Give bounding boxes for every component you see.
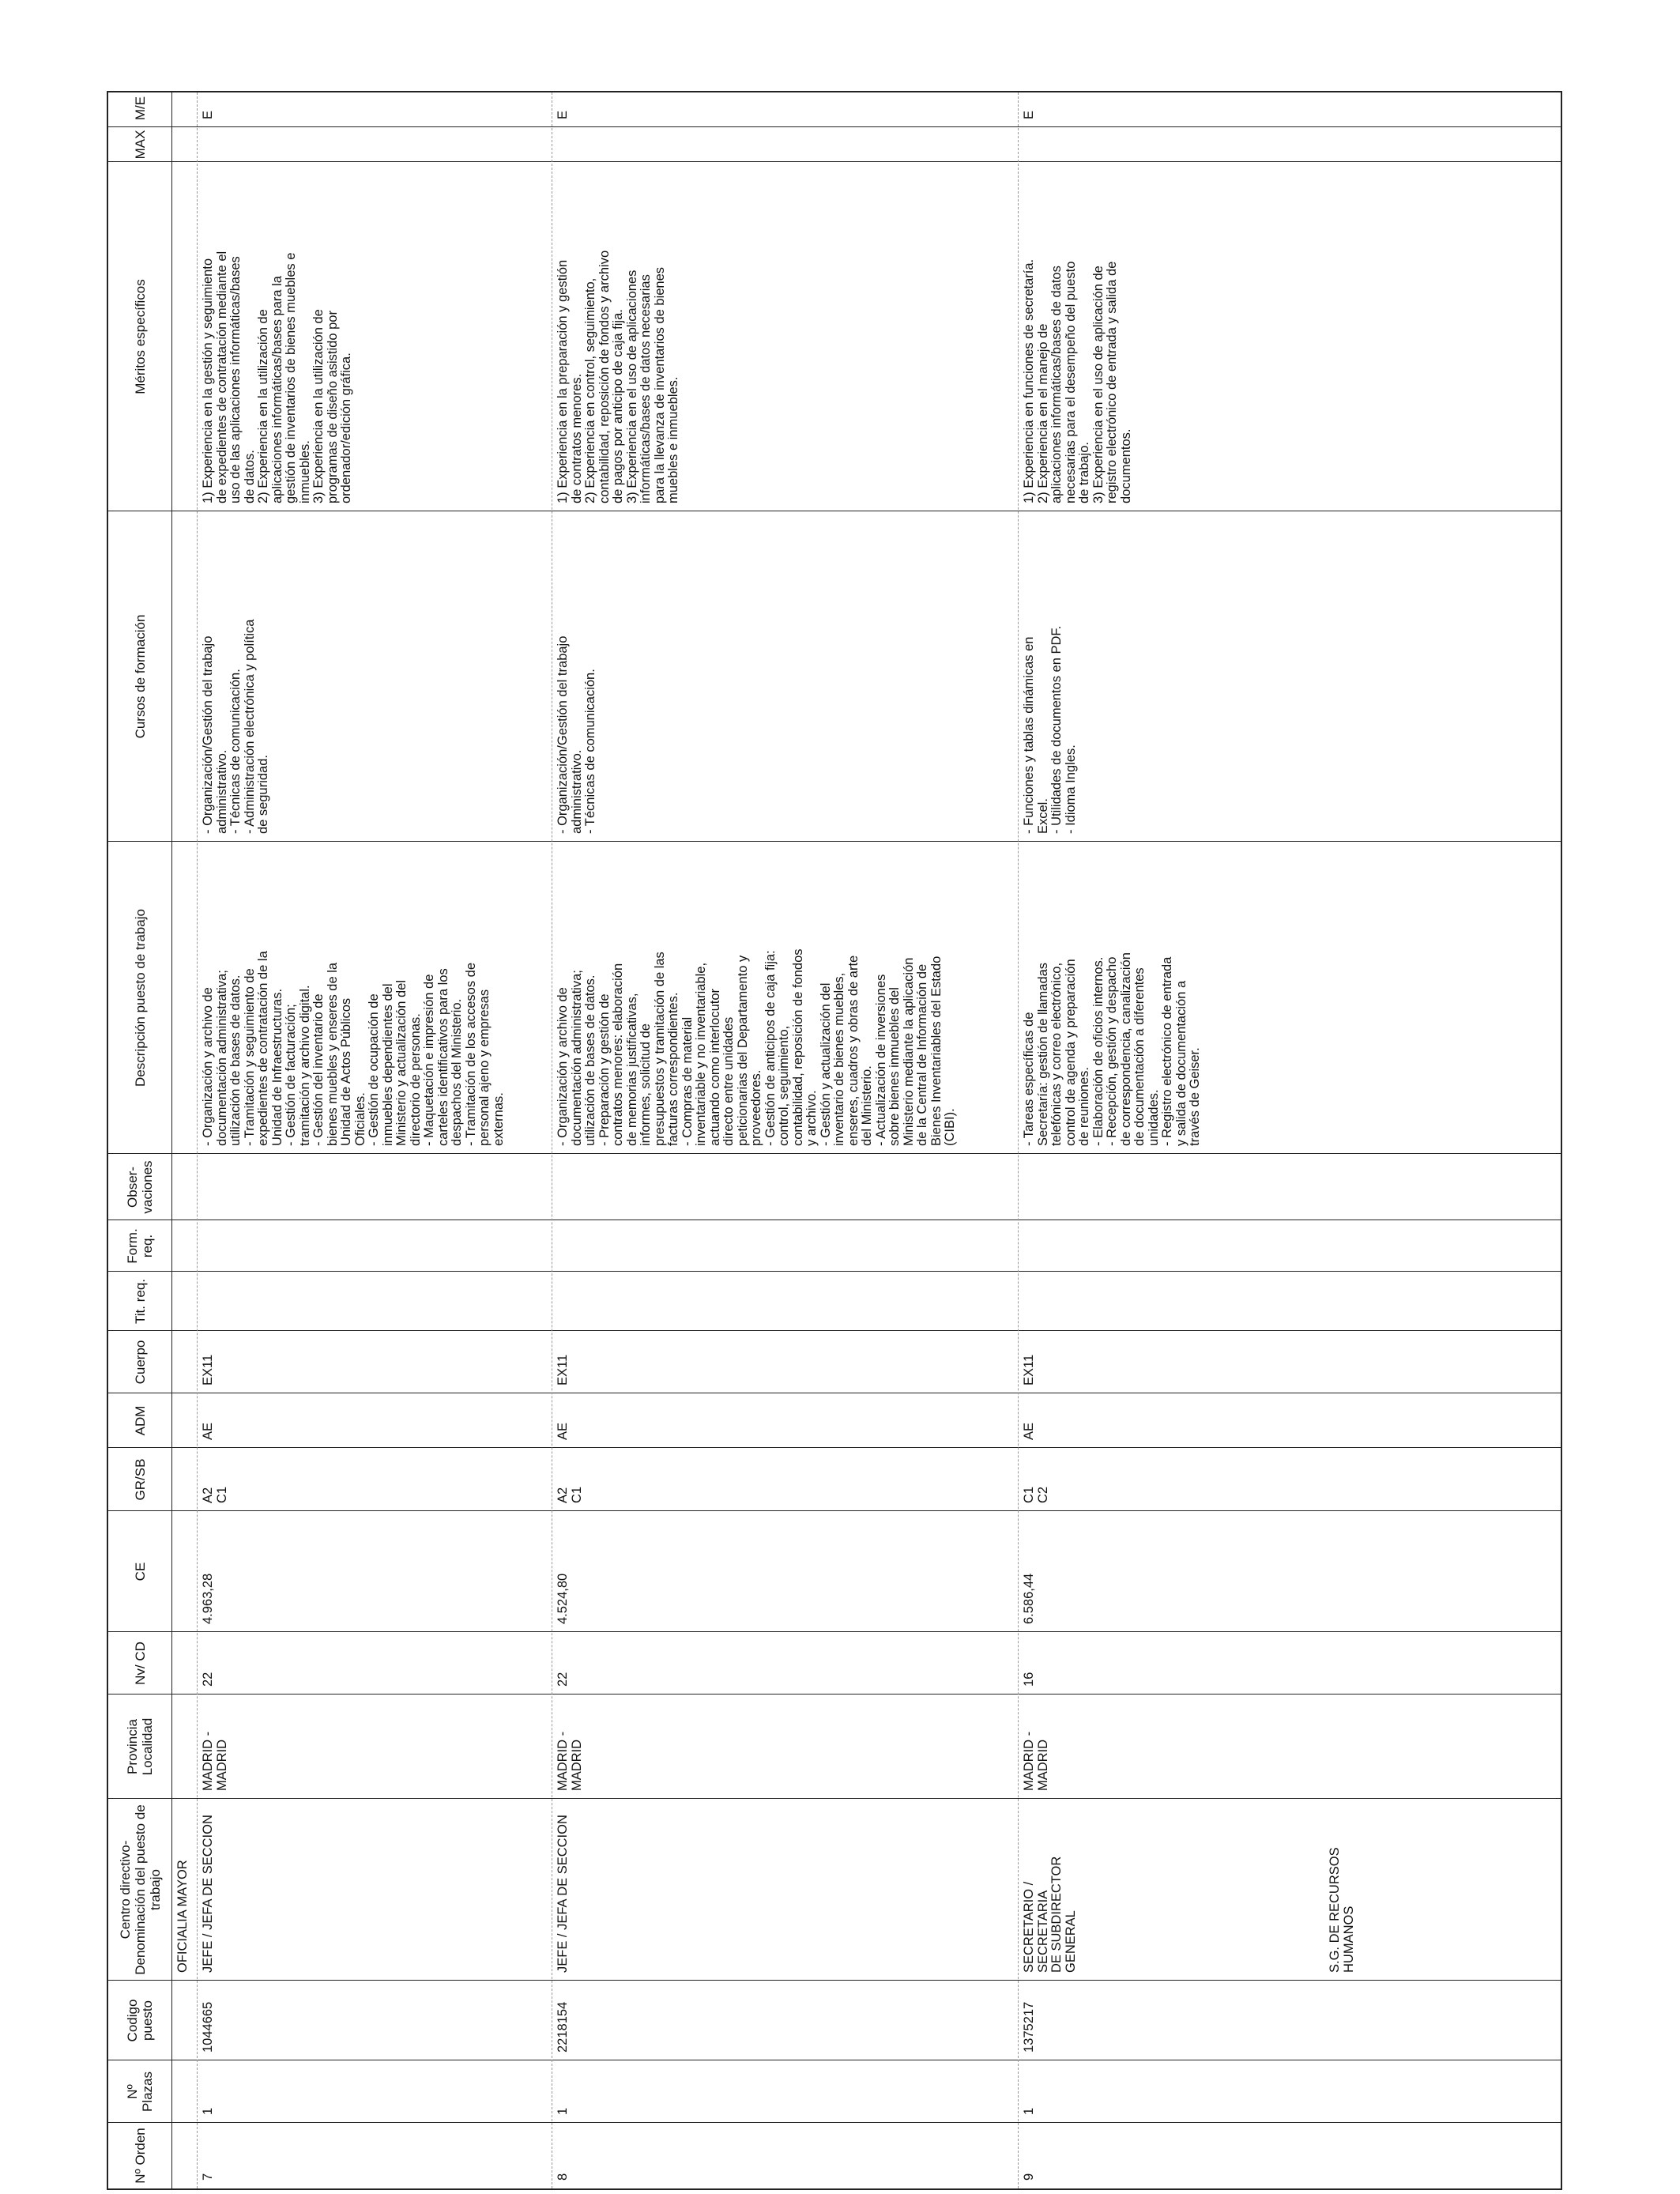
adm-cell: AE xyxy=(556,1422,570,1440)
nivel-cell: 22 xyxy=(556,1672,570,1687)
grsb-cell: A2 C1 xyxy=(556,1486,584,1503)
codigo-cell: 1375217 xyxy=(1022,2001,1036,2053)
group-header-2: S.G. DE RECURSOS HUMANOS xyxy=(1328,1847,1356,1973)
cuerpo-cell: EX11 xyxy=(556,1354,570,1385)
header-max: MAX xyxy=(132,130,148,160)
grsb-cell: A2 C1 xyxy=(201,1486,229,1503)
orden-cell: 7 xyxy=(201,2173,215,2181)
grsb-cell: C1 C2 xyxy=(1022,1486,1050,1503)
header-ce: CE xyxy=(132,1562,148,1581)
ce-cell: 4.963,28 xyxy=(201,1573,215,1624)
nivel-cell: 22 xyxy=(201,1672,215,1687)
header-cursos: Cursos de formación xyxy=(132,614,148,739)
header-plazas: Nº Plazas xyxy=(125,2071,155,2113)
header-adm: ADM xyxy=(132,1405,148,1436)
centro-cell: JEFE / JEFA DE SECCION xyxy=(201,1815,215,1973)
group-header: OFICIALIA MAYOR xyxy=(175,1860,190,1973)
header-descripcion: Descripción puesto de trabajo xyxy=(132,909,148,1087)
adm-cell: AE xyxy=(1022,1422,1036,1440)
centro-cell: SECRETARIO / SECRETARIA DE SUBDIRECTOR GENERAL xyxy=(1022,1856,1078,1973)
header-grsb: GR/SB xyxy=(132,1458,148,1501)
orden-cell: 9 xyxy=(1022,2173,1036,2181)
cuerpo-cell: EX11 xyxy=(1022,1354,1036,1385)
adm-cell: AE xyxy=(201,1422,215,1440)
header-cuerpo: Cuerpo xyxy=(132,1340,148,1385)
cursos-cell: - Funciones y tablas dinámicas en Excel. - Utilidades de documentos en PDF. - Idioma Ingles. xyxy=(1022,625,1078,834)
header-form: Form. req. xyxy=(125,1228,155,1264)
cuerpo-cell: EX11 xyxy=(201,1354,215,1385)
centro-cell: JEFE / JEFA DE SECCION xyxy=(556,1815,570,1973)
header-codigo: Codigo puesto xyxy=(125,1999,155,2042)
rotated-page xyxy=(107,91,1562,2190)
positions-table xyxy=(107,91,1562,2190)
header-obs: Obser- vaciones xyxy=(125,1160,155,1214)
header-meritos: Méritos específicos xyxy=(132,279,148,394)
header-provincia: Provincia Localidad xyxy=(125,1717,155,1776)
nivel-cell: 16 xyxy=(1022,1672,1036,1687)
me-cell: E xyxy=(201,110,215,119)
meritos-cell: 1) Experiencia en la gestión y seguimiento de expedientes de contratación mediante el uso de las aplicaciones informáticas/bases de datos. 2) Experiencia en la utilización de aplicaciones informáticas/bases para la gestión de inventarios de bienes muebles e inmuebles. 3) Experiencia en la utilización de programas de diseño asistido por ordenador/edición gráfica. xyxy=(201,251,353,503)
descripcion-cell: - Organización y archivo de documentación administrativa; utilización de bases de datos. - Tramitación y seguimiento de expedientes de contratación de la Unidad de Infraestructuras. - Gestión de facturación; tramitación y archivo digital. - Gestión del inventario de bienes muebles y enseres de la Unidad de Actos Públicos Oficiales. - Gestión de ocupación de inmuebles dependientes del Ministerio y actualización del directorio de personas. - Maquetación e impresión de carteles identificativos para los despachos del Ministerio. - Tramitación de los accesos de personal ajeno y empresas externas. xyxy=(201,951,506,1146)
meritos-cell: 1) Experiencia en la preparación y gestión de contratos menores. 2) Experiencia en control, seguimiento, contabilidad, reposición de fondos y archivo de pagos por anticipo de caja fija. 3) Experiencia en el uso de aplicaciones informáticas/bases de datos necesarias para la llevanza de inventarios de bienes muebles e inmuebles. xyxy=(556,250,680,503)
codigo-cell: 1044665 xyxy=(201,2001,215,2053)
ce-cell: 6.586,44 xyxy=(1022,1573,1036,1624)
descripcion-cell: - Organización y archivo de documentación administrativa; utilización de bases de datos. - Preparación y gestión de contratos menores: elaboración de memorias justificativas, informes, solicitud de presupuestos y tramitación de las facturas correspondientes. - Compras de material inventariable y no inventariable, actuando como interlocutor directo entre unidades peticionarias del Departamento y proveedores. - Gestión de anticipos de caja fija: control, seguimiento, contabilidad, reposición de fondos y archivo. - Gestión y actualización del inventario de bienes muebles, enseres, cuadros y obras de arte del Ministerio. - Actualización de inversiones sobre bienes inmuebles del Ministerio mediante la aplicación de la Central de Información de Bienes Inventariables del Estado (CIBI). xyxy=(556,948,957,1146)
provincia-cell: MADRID - MADRID xyxy=(201,1731,229,1791)
meritos-cell: 1) Experiencia en funciones de secretaría. 2) Experiencia en el manejo de aplicaciones informáticas/bases de datos necesarias para el desempeño del puesto de trabajo. 3) Experiencia en el uso de aplicación de registro electrónico de entrada y salida de documentos. xyxy=(1022,258,1133,503)
ce-cell: 4.524,80 xyxy=(556,1573,570,1624)
me-cell: E xyxy=(556,110,570,119)
plazas-cell: 1 xyxy=(1022,2107,1036,2115)
header-me: M/E xyxy=(132,96,148,121)
plazas-cell: 1 xyxy=(201,2107,215,2115)
cursos-cell: - Organización/Gestión del trabajo administrativo. - Técnicas de comunicación. - Administración electrónica y política de seguridad. xyxy=(201,619,270,834)
descripcion-cell: - Tareas específicas de Secretaría: gestión de llamadas telefónicas y correo electrónico, control de agenda y preparación de reuniones. - Elaboración de oficios internos. - Recepción, gestión y despacho de correspondencia, canalización de documentación a diferentes unidades. - Registro electrónico de entrada y salida de documentación a través de Geiser. xyxy=(1022,952,1202,1146)
provincia-cell: MADRID - MADRID xyxy=(1022,1731,1050,1791)
cursos-cell: - Organización/Gestión del trabajo administrativo. - Técnicas de comunicación. xyxy=(556,635,597,834)
header-orden: Nº Orden xyxy=(132,2128,148,2184)
header-nivel: Nv/ CD xyxy=(132,1642,148,1685)
header-centro: Centro directivo- Denominación del puesto de trabajo xyxy=(117,1804,163,1975)
codigo-cell: 2218154 xyxy=(556,2001,570,2053)
orden-cell: 8 xyxy=(556,2173,570,2181)
me-cell: E xyxy=(1022,110,1036,119)
provincia-cell: MADRID - MADRID xyxy=(556,1731,584,1791)
plazas-cell: 1 xyxy=(556,2107,570,2115)
header-tit: Tit. req. xyxy=(132,1279,148,1324)
